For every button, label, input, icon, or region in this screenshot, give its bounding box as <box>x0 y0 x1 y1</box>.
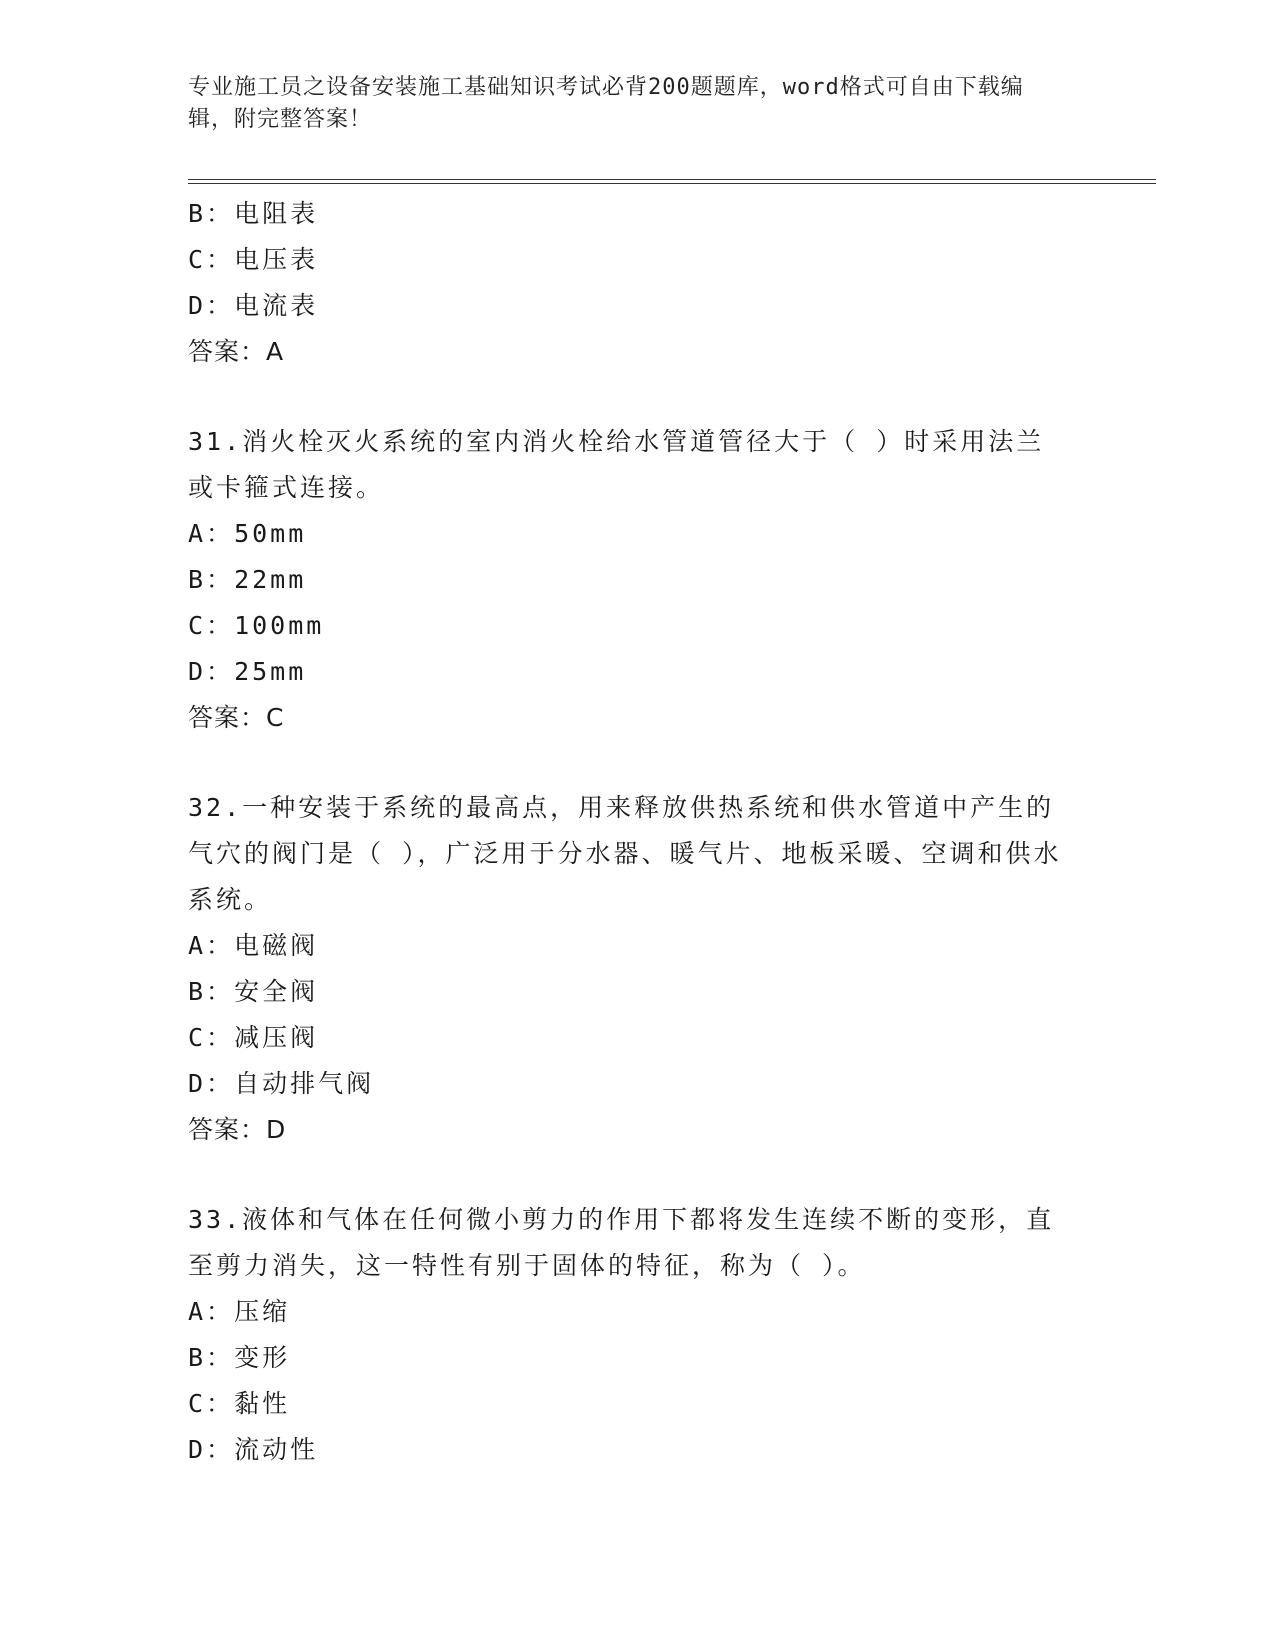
option-a <box>188 511 1088 557</box>
option-d <box>188 1427 1088 1473</box>
option-text: 安全阀 <box>234 977 319 1006</box>
option-letter: B： <box>188 565 235 594</box>
answer-line: 答案：C <box>188 703 285 732</box>
option-c <box>188 1381 1088 1427</box>
option-letter: B： <box>188 199 235 228</box>
option-c <box>188 237 1088 283</box>
option-text: 电压表 <box>234 245 319 274</box>
option-letter: A： <box>188 931 235 960</box>
option-text: 电流表 <box>234 291 319 320</box>
option-b <box>188 969 1088 1015</box>
option-c <box>188 1015 1088 1061</box>
option-letter: B： <box>188 977 235 1006</box>
option-letter: B： <box>188 1343 235 1372</box>
option-text: 压缩 <box>234 1297 291 1326</box>
question-text: 31.消火栓灭火系统的室内消火栓给水管道管径大于（ ）时采用法兰或卡箍式连接。 <box>188 427 1045 502</box>
option-text: 电阻表 <box>234 199 319 228</box>
option-letter: C： <box>188 1389 235 1418</box>
option-letter: D： <box>188 291 235 320</box>
question-text: 33.液体和气体在任何微小剪力的作用下都将发生连续不断的变形，直至剪力消失，这一特性有别于固体的特征，称为（ ）。 <box>188 1205 1055 1280</box>
option-a <box>188 1289 1088 1335</box>
option-a <box>188 923 1088 969</box>
question-33 <box>188 1197 1088 1473</box>
option-c <box>188 603 1088 649</box>
option-letter: D： <box>188 657 235 686</box>
option-text: 22mm <box>234 565 307 594</box>
prev-question-block <box>188 191 1088 375</box>
header-rule-bottom <box>188 183 1156 184</box>
answer-line: 答案：A <box>188 337 285 366</box>
option-text: 100mm <box>234 611 325 640</box>
option-text: 电磁阀 <box>234 931 319 960</box>
option-text: 50mm <box>234 519 307 548</box>
option-letter: C： <box>188 1023 235 1052</box>
option-text: 自动排气阀 <box>234 1069 375 1098</box>
option-letter: C： <box>188 245 235 274</box>
option-text: 变形 <box>234 1343 291 1372</box>
option-b <box>188 191 1088 237</box>
option-text: 减压阀 <box>234 1023 319 1052</box>
option-text: 黏性 <box>234 1389 291 1418</box>
question-31 <box>188 419 1088 741</box>
option-text: 25mm <box>234 657 307 686</box>
question-32 <box>188 785 1088 1153</box>
option-letter: D： <box>188 1069 235 1098</box>
option-b <box>188 557 1088 603</box>
option-d <box>188 1061 1088 1107</box>
option-letter: C： <box>188 611 235 640</box>
option-letter: D： <box>188 1435 235 1464</box>
option-letter: A： <box>188 519 235 548</box>
option-text: 流动性 <box>234 1435 319 1464</box>
question-text: 32.一种安装于系统的最高点，用来释放供热系统和供水管道中产生的气穴的阀门是（ ），广泛用于分水器、暖气片、地板采暖、空调和供水系统。 <box>188 793 1062 914</box>
header-rule-top <box>188 179 1156 180</box>
option-b <box>188 1335 1088 1381</box>
page-header: 专业施工员之设备安装施工基础知识考试必背200题题库，word格式可自由下载编辑，附完整答案！ <box>188 75 1024 132</box>
option-d <box>188 649 1088 695</box>
option-d <box>188 283 1088 329</box>
answer-line: 答案：D <box>188 1115 287 1144</box>
question-content <box>188 191 1088 1473</box>
option-letter: A： <box>188 1297 235 1326</box>
